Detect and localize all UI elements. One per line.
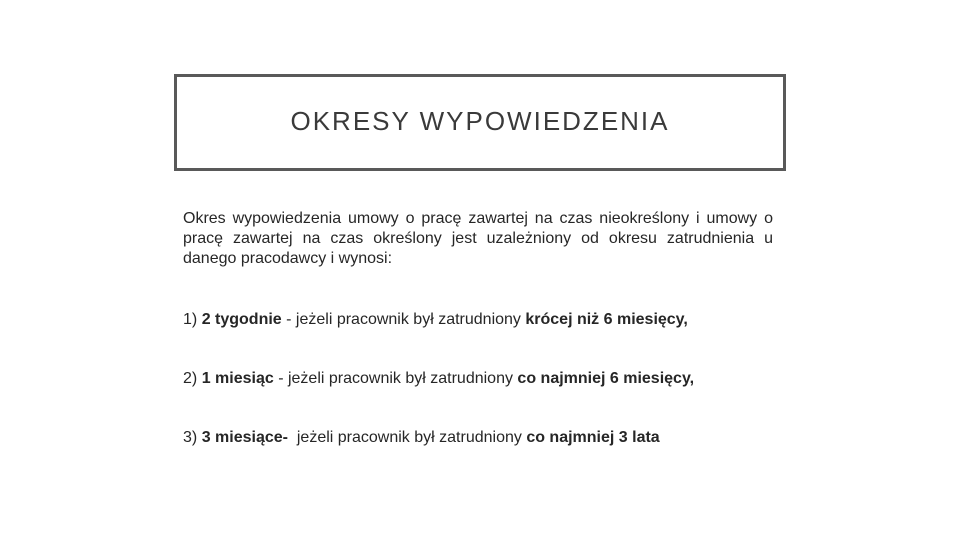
item-period: 3 miesiące- [201, 429, 288, 446]
list-item [183, 310, 688, 330]
item-text: jeżeli pracownik był zatrudniony [287, 429, 527, 446]
item-text: - jeżeli pracownik był zatrudniony [273, 370, 518, 387]
item-condition: co najmniej 3 lata [526, 429, 660, 446]
slide-title: OKRESY WYPOWIEDZENIA [290, 106, 670, 136]
item-number: 3) [183, 429, 198, 446]
title-box [174, 74, 786, 171]
list-item [183, 428, 660, 448]
item-period: 2 tygodnie [201, 311, 282, 328]
slide-content [183, 209, 773, 269]
item-period: 1 miesiąc [201, 370, 274, 387]
item-condition: krócej niż 6 miesięcy, [525, 311, 688, 328]
item-number: 2) [183, 370, 198, 387]
intro-paragraph: Okres wypowiedzenia umowy o pracę zawartej na czas nieokreślony i umowy o pracę zawartej na czas określony jest uzależniony od okresu zatrudnienia u danego pracodawcy i wynosi: [183, 210, 773, 267]
item-text: - jeżeli pracownik był zatrudniony [281, 311, 526, 328]
item-condition: co najmniej 6 miesięcy, [517, 370, 695, 387]
list-item [183, 369, 694, 389]
item-number: 1) [183, 311, 198, 328]
